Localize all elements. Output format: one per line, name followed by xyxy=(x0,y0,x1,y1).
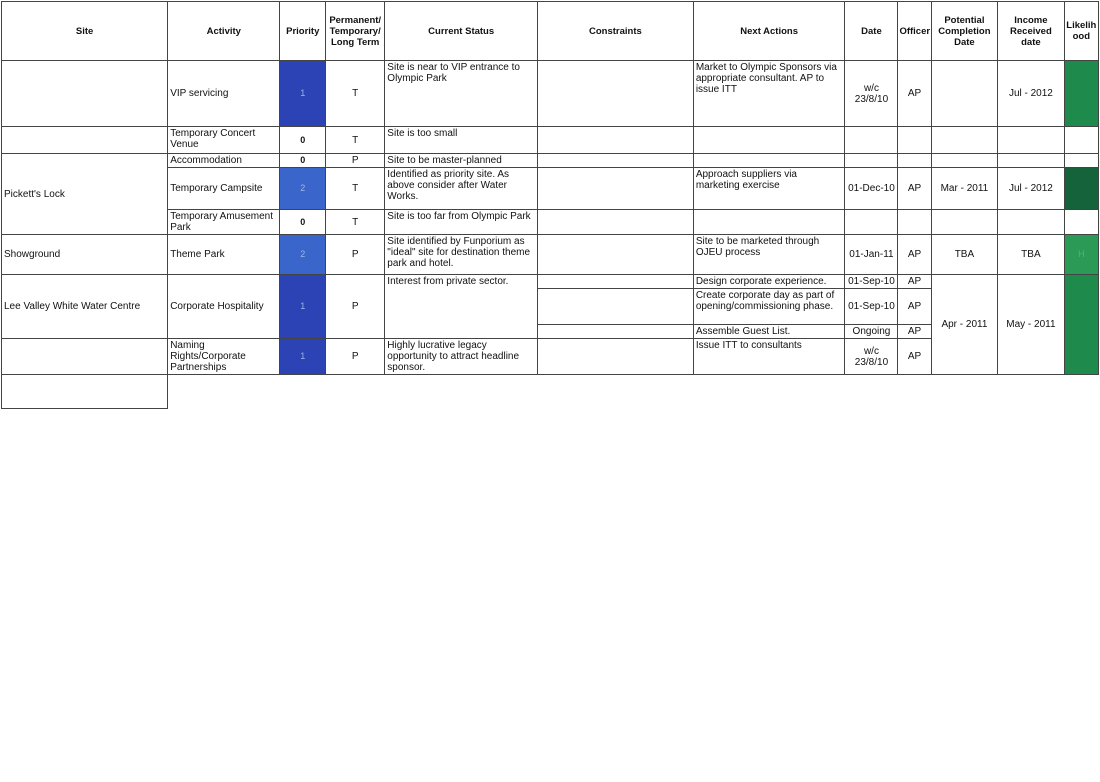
date-cell: Ongoing xyxy=(845,325,898,339)
likelihood-cell xyxy=(1064,61,1098,127)
activity-cell: Accommodation xyxy=(168,154,280,168)
next-action-cell: Create corporate day as part of opening/commissioning phase. xyxy=(693,289,845,325)
status-cell: Site is near to VIP entrance to Olympic Park xyxy=(385,61,538,127)
officer-cell: AP xyxy=(898,235,931,275)
priority-cell: 2 xyxy=(280,235,326,275)
activity-cell: Temporary Amusement Park xyxy=(168,210,280,235)
constraints-cell xyxy=(538,289,694,325)
header-row xyxy=(2,2,1099,61)
priority-cell: 0 xyxy=(280,210,326,235)
next-action-cell: Site to be marketed through OJEU process xyxy=(693,235,845,275)
constraints-cell xyxy=(538,210,694,235)
header-income: Income Received date xyxy=(998,2,1064,61)
activity-cell: Theme Park xyxy=(168,235,280,275)
constraints-cell xyxy=(538,339,694,375)
constraints-cell xyxy=(538,235,694,275)
date-cell xyxy=(845,210,898,235)
completion-cell: Apr - 2011 xyxy=(931,275,997,375)
next-action-cell: Issue ITT to consultants xyxy=(693,339,845,375)
activity-cell: Temporary Concert Venue xyxy=(168,127,280,154)
site-cell xyxy=(2,339,168,375)
next-action-cell: Market to Olympic Sponsors via appropriate consultant. AP to issue ITT xyxy=(693,61,845,127)
officer-cell: AP xyxy=(898,61,931,127)
income-cell: Jul - 2012 xyxy=(998,61,1064,127)
completion-cell xyxy=(931,210,997,235)
next-action-cell xyxy=(693,154,845,168)
header-status: Current Status xyxy=(385,2,538,61)
table-row xyxy=(2,61,1099,127)
date-cell xyxy=(845,154,898,168)
date-cell xyxy=(845,127,898,154)
next-action-cell xyxy=(693,127,845,154)
status-cell: Site is too small xyxy=(385,127,538,154)
header-site: Site xyxy=(2,2,168,61)
income-cell xyxy=(998,210,1064,235)
header-likelihood: Likelihood xyxy=(1064,2,1098,61)
site-cell: Lee Valley White Water Centre xyxy=(2,275,168,339)
term-cell: T xyxy=(326,210,385,235)
header-activity: Activity xyxy=(168,2,280,61)
site-cell xyxy=(2,375,168,409)
next-action-cell: Design corporate experience. xyxy=(693,275,845,289)
site-cell xyxy=(2,61,168,127)
officer-cell: AP xyxy=(898,325,931,339)
officer-cell: AP xyxy=(898,339,931,375)
next-action-cell xyxy=(693,210,845,235)
table-row xyxy=(2,235,1099,275)
opportunities-table xyxy=(1,1,1099,409)
officer-cell: AP xyxy=(898,168,931,210)
officer-cell xyxy=(898,210,931,235)
officer-cell: AP xyxy=(898,289,931,325)
constraints-cell xyxy=(538,275,694,289)
header-date: Date xyxy=(845,2,898,61)
table-row xyxy=(2,127,1099,154)
completion-cell: Mar - 2011 xyxy=(931,168,997,210)
constraints-cell xyxy=(538,127,694,154)
site-cell xyxy=(2,127,168,154)
constraints-cell xyxy=(538,168,694,210)
status-cell: Site is too far from Olympic Park xyxy=(385,210,538,235)
likelihood-cell xyxy=(1064,275,1098,375)
likelihood-cell xyxy=(1064,168,1098,210)
priority-cell: 0 xyxy=(280,154,326,168)
header-priority: Priority xyxy=(280,2,326,61)
date-cell: w/c 23/8/10 xyxy=(845,61,898,127)
completion-cell xyxy=(931,61,997,127)
likelihood-cell xyxy=(1064,210,1098,235)
activity-cell: Corporate Hospitality xyxy=(168,275,280,339)
header-next-actions: Next Actions xyxy=(693,2,845,61)
term-cell: P xyxy=(326,154,385,168)
income-cell xyxy=(998,154,1064,168)
likelihood-cell xyxy=(1064,127,1098,154)
officer-cell xyxy=(898,154,931,168)
term-cell: P xyxy=(326,339,385,375)
completion-cell xyxy=(931,127,997,154)
site-cell: Pickett's Lock xyxy=(2,154,168,235)
likelihood-cell xyxy=(1064,154,1098,168)
officer-cell: AP xyxy=(898,275,931,289)
priority-cell: 1 xyxy=(280,339,326,375)
status-cell: Identified as priority site. As above consider after Water Works. xyxy=(385,168,538,210)
status-cell: Site to be master-planned xyxy=(385,154,538,168)
likelihood-cell: H xyxy=(1064,235,1098,275)
officer-cell xyxy=(898,127,931,154)
constraints-cell xyxy=(538,61,694,127)
date-cell: 01-Sep-10 xyxy=(845,289,898,325)
constraints-cell xyxy=(538,325,694,339)
date-cell: 01-Jan-11 xyxy=(845,235,898,275)
next-action-cell: Approach suppliers via marketing exercise xyxy=(693,168,845,210)
term-cell: T xyxy=(326,127,385,154)
status-cell: Highly lucrative legacy opportunity to attract headline sponsor. xyxy=(385,339,538,375)
income-cell xyxy=(998,127,1064,154)
date-cell: 01-Dec-10 xyxy=(845,168,898,210)
priority-cell: 1 xyxy=(280,61,326,127)
term-cell: P xyxy=(326,275,385,339)
completion-cell: TBA xyxy=(931,235,997,275)
table-row xyxy=(2,154,1099,168)
table-row xyxy=(2,375,1099,409)
header-officer: Officer xyxy=(898,2,931,61)
activity-cell: Temporary Campsite xyxy=(168,168,280,210)
income-cell: Jul - 2012 xyxy=(998,168,1064,210)
header-constraints: Constraints xyxy=(538,2,694,61)
date-cell: 01-Sep-10 xyxy=(845,275,898,289)
next-action-cell: Assemble Guest List. xyxy=(693,325,845,339)
header-term: Permanent/ Temporary/ Long Term xyxy=(326,2,385,61)
constraints-cell xyxy=(538,154,694,168)
term-cell: P xyxy=(326,235,385,275)
activity-cell: VIP servicing xyxy=(168,61,280,127)
date-cell: w/c 23/8/10 xyxy=(845,339,898,375)
priority-cell: 0 xyxy=(280,127,326,154)
priority-cell: 2 xyxy=(280,168,326,210)
status-cell: Interest from private sector. xyxy=(385,275,538,339)
income-cell: May - 2011 xyxy=(998,275,1064,375)
table-row xyxy=(2,275,1099,289)
completion-cell xyxy=(931,154,997,168)
activity-cell: Naming Rights/Corporate Partnerships xyxy=(168,339,280,375)
header-completion: Potential Completion Date xyxy=(931,2,997,61)
term-cell: T xyxy=(326,168,385,210)
priority-cell: 1 xyxy=(280,275,326,339)
term-cell: T xyxy=(326,61,385,127)
income-cell: TBA xyxy=(998,235,1064,275)
site-cell: Showground xyxy=(2,235,168,275)
status-cell: Site identified by Funporium as "ideal" site for destination theme park and hotel. xyxy=(385,235,538,275)
